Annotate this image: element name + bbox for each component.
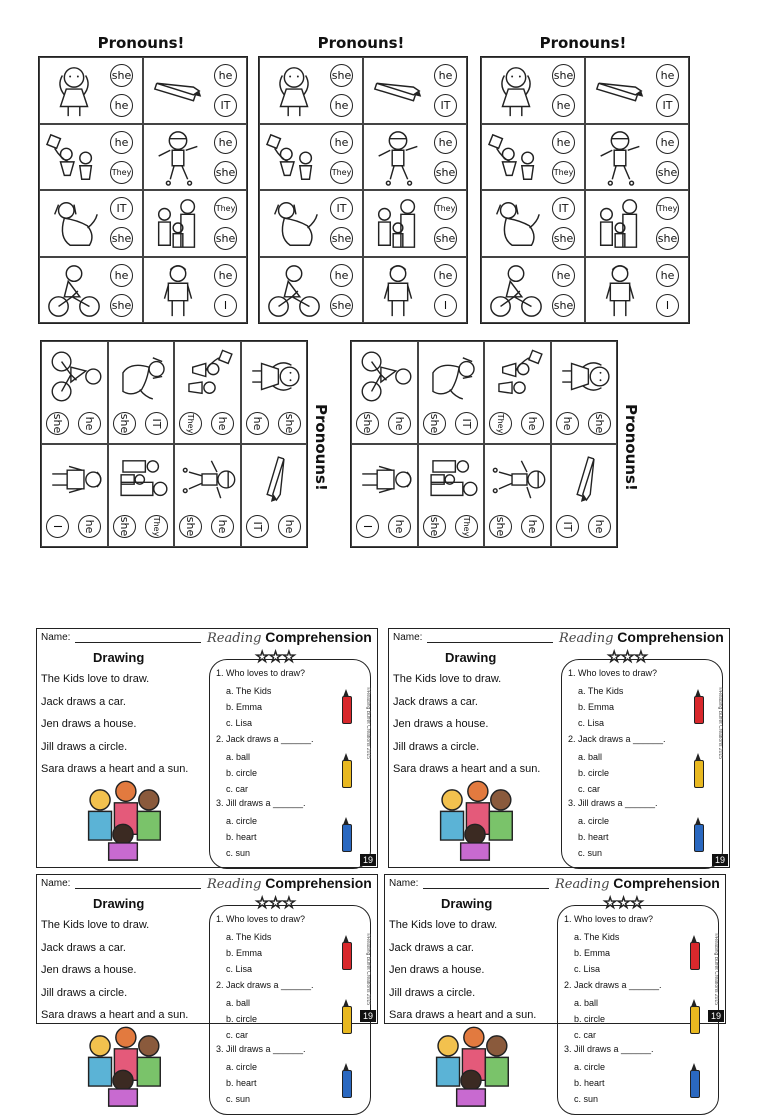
boy-icon xyxy=(368,262,428,320)
pronoun-choice[interactable]: he xyxy=(656,64,679,87)
card-header: Reading Comprehension xyxy=(555,875,720,892)
answer-option[interactable]: c. Lisa xyxy=(578,718,605,728)
kids-group-icon xyxy=(415,777,535,863)
crayon-icon xyxy=(342,942,352,970)
pronoun-choice[interactable]: she xyxy=(552,227,575,250)
answer-option[interactable]: b. heart xyxy=(226,1078,257,1088)
pronoun-choice[interactable]: he xyxy=(330,94,353,117)
pencil-icon xyxy=(368,62,428,120)
pencil-icon xyxy=(148,62,208,120)
story-line: Sara draws a heart and a sun. xyxy=(389,1009,537,1021)
pronoun-grid xyxy=(480,56,690,324)
kids-kite-icon xyxy=(486,129,546,187)
answer-option[interactable]: a. The Kids xyxy=(226,932,272,942)
pronoun-choice[interactable]: I xyxy=(434,294,457,317)
pronoun-grid xyxy=(38,56,248,324)
crayon-icon xyxy=(342,696,352,724)
answer-option[interactable]: c. car xyxy=(226,1030,249,1040)
pronoun-cell xyxy=(143,57,247,124)
pronoun-choice[interactable]: he xyxy=(434,131,457,154)
pronoun-cell xyxy=(418,341,485,444)
answer-option[interactable]: c. car xyxy=(226,784,249,794)
pronoun-cell xyxy=(363,190,467,257)
answer-option[interactable]: c. car xyxy=(574,1030,597,1040)
dog-icon xyxy=(264,195,324,253)
pronoun-cell xyxy=(351,444,418,547)
dog-icon xyxy=(44,195,104,253)
crayon-icon xyxy=(690,942,700,970)
pronoun-cell xyxy=(363,257,467,324)
reading-card xyxy=(384,874,726,1104)
pronoun-cell xyxy=(351,341,418,444)
pronoun-choice[interactable]: IT xyxy=(656,94,679,117)
girl-icon xyxy=(264,62,324,120)
pronoun-choice[interactable]: he xyxy=(388,412,411,435)
answer-option[interactable]: c. Lisa xyxy=(226,718,253,728)
name-label: Name: xyxy=(41,878,71,889)
pronoun-choice[interactable]: They xyxy=(434,197,457,220)
question-box xyxy=(209,905,371,1115)
pronoun-grid-rotated xyxy=(350,340,618,548)
pronoun-choice[interactable]: she xyxy=(110,64,133,87)
pronoun-choice[interactable]: she xyxy=(423,515,446,538)
boy-icon xyxy=(590,262,650,320)
pronoun-choice[interactable]: she xyxy=(423,412,446,435)
pronoun-choice[interactable]: IT xyxy=(214,94,237,117)
skater-boy-icon xyxy=(590,129,650,187)
pronoun-cell xyxy=(241,341,308,444)
girl-bike-icon xyxy=(264,262,324,320)
answer-option[interactable]: b. Emma xyxy=(578,702,615,712)
pronoun-choice[interactable]: he xyxy=(110,131,133,154)
story-line: Jack draws a car. xyxy=(41,695,126,708)
pronoun-choice[interactable]: IT xyxy=(145,412,168,435)
pronoun-choice[interactable]: he xyxy=(278,515,301,538)
pronoun-choice[interactable]: he xyxy=(521,412,544,435)
answer-option[interactable]: b. heart xyxy=(574,1078,605,1088)
crayon-icon xyxy=(694,824,704,852)
pronoun-choice[interactable]: she xyxy=(330,64,353,87)
copyright: ©Reading Buffet Creations 2015 xyxy=(365,933,371,1005)
crayon-icon xyxy=(690,1070,700,1098)
pronoun-choice[interactable]: he xyxy=(434,64,457,87)
crayon-icon xyxy=(342,1070,352,1098)
girl-bike-icon xyxy=(359,349,415,405)
answer-option[interactable]: c. sun xyxy=(574,1094,599,1104)
answer-option[interactable]: a. circle xyxy=(574,1062,606,1072)
crayon-icon xyxy=(342,1006,352,1034)
pencil-icon xyxy=(590,62,650,120)
pronoun-choice[interactable]: he xyxy=(246,412,269,435)
story-line: Jen draws a house. xyxy=(389,964,485,976)
crayon-icon xyxy=(342,824,352,852)
pronoun-choice[interactable]: They xyxy=(330,161,353,184)
pronoun-cell xyxy=(259,124,363,191)
kids-group-icon xyxy=(411,1023,531,1109)
pronoun-cell xyxy=(143,190,247,257)
pronoun-choice[interactable]: he xyxy=(552,131,575,154)
story-line: Sara draws a heart and a sun. xyxy=(41,763,189,775)
question: 3. Jill draws a ______. xyxy=(564,1044,654,1054)
name-label: Name: xyxy=(41,632,71,643)
pronoun-choice[interactable]: she xyxy=(214,161,237,184)
family-icon xyxy=(590,195,650,253)
pronoun-cell xyxy=(585,124,689,191)
kids-group-icon xyxy=(63,1023,183,1109)
pronoun-choice[interactable]: he xyxy=(211,412,234,435)
pronoun-cell xyxy=(481,124,585,191)
pronoun-choice[interactable]: she xyxy=(330,227,353,250)
pronoun-cell xyxy=(39,57,143,124)
pronoun-choice[interactable]: he xyxy=(521,515,544,538)
pronoun-choice[interactable]: she xyxy=(356,412,379,435)
girl-icon xyxy=(44,62,104,120)
pronoun-choice[interactable]: he xyxy=(214,264,237,287)
question: 1. Who loves to draw? xyxy=(216,914,306,924)
copyright: ©Reading Buffet Creations 2015 xyxy=(717,687,723,759)
pronoun-cell xyxy=(481,57,585,124)
pronoun-choice[interactable]: she xyxy=(552,64,575,87)
girl-icon xyxy=(486,62,546,120)
question-box xyxy=(557,905,719,1115)
story-line: Jack draws a car. xyxy=(41,941,126,954)
answer-option[interactable]: c. sun xyxy=(578,848,603,858)
answer-option[interactable]: a. circle xyxy=(578,816,610,826)
pronoun-cell xyxy=(108,341,175,444)
story-line: Sara draws a heart and a sun. xyxy=(393,763,541,775)
pronoun-cell xyxy=(39,124,143,191)
pronoun-choice[interactable]: I xyxy=(356,515,379,538)
pronoun-cell xyxy=(585,190,689,257)
answer-option[interactable]: a. circle xyxy=(226,1062,258,1072)
story-line: Jen draws a house. xyxy=(41,964,137,976)
boy-icon xyxy=(49,452,105,508)
answer-option[interactable]: a. ball xyxy=(578,752,603,762)
pronoun-choice[interactable]: he xyxy=(110,264,133,287)
answer-option[interactable]: a. The Kids xyxy=(574,932,620,942)
answer-option[interactable]: b. circle xyxy=(578,768,610,778)
answer-option[interactable]: a. circle xyxy=(226,816,258,826)
name-field[interactable] xyxy=(423,888,549,889)
answer-option[interactable]: c. car xyxy=(578,784,601,794)
question: 3. Jill draws a ______. xyxy=(216,798,306,808)
reading-card xyxy=(36,628,378,868)
pronoun-choice[interactable]: she xyxy=(434,161,457,184)
pronoun-cell xyxy=(551,444,618,547)
sheet-title: Pronouns! xyxy=(539,34,627,52)
kids-kite-icon xyxy=(182,349,238,405)
pronoun-choice[interactable]: he xyxy=(330,131,353,154)
pronoun-choice[interactable]: IT xyxy=(246,515,269,538)
story-title: Drawing xyxy=(441,896,493,911)
girl-bike-icon xyxy=(44,262,104,320)
answer-option[interactable]: b. heart xyxy=(578,832,609,842)
question: 2. Jack draws a ______. xyxy=(216,734,314,744)
question: 3. Jill draws a ______. xyxy=(568,798,658,808)
pronoun-cell xyxy=(259,57,363,124)
pronoun-choice[interactable]: she xyxy=(656,227,679,250)
story-line: Jill draws a circle. xyxy=(41,986,128,999)
answer-option[interactable]: c. Lisa xyxy=(226,964,253,974)
pronoun-choice[interactable]: They xyxy=(145,515,168,538)
pronoun-choice[interactable]: he xyxy=(552,264,575,287)
kids-group-icon xyxy=(63,777,183,863)
pronoun-choice[interactable]: he xyxy=(214,64,237,87)
question-box xyxy=(561,659,723,869)
pronoun-choice[interactable]: They xyxy=(214,197,237,220)
answer-option[interactable]: b. Emma xyxy=(574,948,611,958)
pronoun-choice[interactable]: she xyxy=(113,515,136,538)
pronoun-choice[interactable]: he xyxy=(330,264,353,287)
pronoun-choice[interactable]: she xyxy=(330,294,353,317)
girl-bike-icon xyxy=(49,349,105,405)
name-field[interactable] xyxy=(75,888,201,889)
pronoun-choice[interactable]: he xyxy=(588,515,611,538)
reading-card xyxy=(36,874,378,1104)
answer-option[interactable]: c. sun xyxy=(226,848,251,858)
page-number: 19 xyxy=(360,854,376,866)
answer-option[interactable]: c. sun xyxy=(226,1094,251,1104)
sheet-title: Pronouns! xyxy=(622,404,640,491)
pronoun-choice[interactable]: he xyxy=(388,515,411,538)
story-line: Jill draws a circle. xyxy=(393,740,480,753)
pronoun-choice[interactable]: she xyxy=(113,412,136,435)
pronoun-choice[interactable]: he xyxy=(78,412,101,435)
pronoun-choice[interactable]: he xyxy=(214,131,237,154)
girl-icon xyxy=(248,349,304,405)
sheet-title: Pronouns! xyxy=(312,404,330,491)
pronoun-cell xyxy=(585,57,689,124)
answer-option[interactable]: a. ball xyxy=(574,998,599,1008)
reading-card xyxy=(388,628,730,868)
answer-option[interactable]: b. Emma xyxy=(226,948,263,958)
story-line: Jack draws a car. xyxy=(393,695,478,708)
pronoun-choice[interactable]: he xyxy=(78,515,101,538)
stars-icon: ☆☆☆ xyxy=(603,895,644,912)
copyright: ©Reading Buffet Creations 2015 xyxy=(713,933,719,1005)
pronoun-cell xyxy=(41,444,108,547)
answer-option[interactable]: b. circle xyxy=(226,768,258,778)
story-title: Drawing xyxy=(445,650,497,665)
pronoun-choice[interactable]: I xyxy=(656,294,679,317)
pronoun-cell xyxy=(551,341,618,444)
name-field[interactable] xyxy=(427,642,553,643)
girl-bike-icon xyxy=(486,262,546,320)
pronoun-choice[interactable]: They xyxy=(179,412,202,435)
story-line: The Kids love to draw. xyxy=(41,673,150,685)
stars-icon: ☆☆☆ xyxy=(255,895,296,912)
pronoun-cell xyxy=(241,444,308,547)
pencil-icon xyxy=(558,452,614,508)
stars-icon: ☆☆☆ xyxy=(607,649,648,666)
dog-icon xyxy=(486,195,546,253)
skater-boy-icon xyxy=(368,129,428,187)
pronoun-choice[interactable]: she xyxy=(179,515,202,538)
question: 1. Who loves to draw? xyxy=(568,668,658,678)
pronoun-cell xyxy=(481,257,585,324)
pronoun-choice[interactable]: he xyxy=(656,264,679,287)
story-line: Jill draws a circle. xyxy=(41,740,128,753)
stars-icon: ☆☆☆ xyxy=(255,649,296,666)
question: 3. Jill draws a ______. xyxy=(216,1044,306,1054)
family-icon xyxy=(115,452,171,508)
boy-icon xyxy=(359,452,415,508)
pronoun-choice[interactable]: IT xyxy=(455,412,478,435)
pronoun-choice[interactable]: he xyxy=(434,264,457,287)
pronoun-choice[interactable]: he xyxy=(552,94,575,117)
pronoun-choice[interactable]: They xyxy=(552,161,575,184)
family-icon xyxy=(368,195,428,253)
pronoun-choice[interactable]: she xyxy=(214,227,237,250)
answer-option[interactable]: a. The Kids xyxy=(578,686,624,696)
sheet-title: Pronouns! xyxy=(317,34,405,52)
pronoun-choice[interactable]: she xyxy=(588,412,611,435)
pronoun-choice[interactable]: IT xyxy=(434,94,457,117)
family-icon xyxy=(148,195,208,253)
family-icon xyxy=(425,452,481,508)
question: 2. Jack draws a ______. xyxy=(564,980,662,990)
pronoun-grid xyxy=(258,56,468,324)
skater-boy-icon xyxy=(148,129,208,187)
question-box xyxy=(209,659,371,869)
pronoun-choice[interactable]: he xyxy=(556,412,579,435)
pronoun-choice[interactable]: I xyxy=(46,515,69,538)
kids-kite-icon xyxy=(492,349,548,405)
copyright: ©Reading Buffet Creations 2015 xyxy=(365,687,371,759)
pencil-icon xyxy=(248,452,304,508)
pronoun-choice[interactable]: she xyxy=(278,412,301,435)
pronoun-choice[interactable]: she xyxy=(552,294,575,317)
answer-option[interactable]: b. heart xyxy=(226,832,257,842)
pronoun-cell xyxy=(39,257,143,324)
pronoun-cell xyxy=(174,341,241,444)
pronoun-choice[interactable]: she xyxy=(656,161,679,184)
card-header: Reading Comprehension xyxy=(207,875,372,892)
name-field[interactable] xyxy=(75,642,201,643)
pronoun-choice[interactable]: she xyxy=(110,227,133,250)
pronoun-choice[interactable]: he xyxy=(110,94,133,117)
pronoun-cell xyxy=(174,444,241,547)
pronoun-choice[interactable]: he xyxy=(211,515,234,538)
story-line: Jill draws a circle. xyxy=(389,986,476,999)
answer-option[interactable]: a. ball xyxy=(226,752,251,762)
pronoun-cell xyxy=(585,257,689,324)
story-line: Jen draws a house. xyxy=(393,718,489,730)
pronoun-choice[interactable]: They xyxy=(489,412,512,435)
pronoun-cell xyxy=(259,190,363,257)
pronoun-choice[interactable]: I xyxy=(214,294,237,317)
story-title: Drawing xyxy=(93,896,145,911)
pronoun-choice[interactable]: IT xyxy=(330,197,353,220)
pronoun-cell xyxy=(481,190,585,257)
answer-option[interactable]: b. circle xyxy=(574,1014,606,1024)
sheet-title: Pronouns! xyxy=(97,34,185,52)
pronoun-cell xyxy=(143,124,247,191)
pronoun-choice[interactable]: she xyxy=(489,515,512,538)
story-line: The Kids love to draw. xyxy=(389,919,498,931)
girl-icon xyxy=(558,349,614,405)
crayon-icon xyxy=(690,1006,700,1034)
question: 1. Who loves to draw? xyxy=(564,914,654,924)
skater-boy-icon xyxy=(182,452,238,508)
pronoun-choice[interactable]: she xyxy=(434,227,457,250)
answer-option[interactable]: b. circle xyxy=(226,1014,258,1024)
dog-icon xyxy=(425,349,481,405)
crayon-icon xyxy=(694,760,704,788)
card-header: Reading Comprehension xyxy=(559,629,724,646)
answer-option[interactable]: b. Emma xyxy=(226,702,263,712)
pronoun-cell xyxy=(363,57,467,124)
question: 1. Who loves to draw? xyxy=(216,668,306,678)
story-line: Sara draws a heart and a sun. xyxy=(41,1009,189,1021)
pronoun-choice[interactable]: IT xyxy=(110,197,133,220)
name-label: Name: xyxy=(393,632,423,643)
pronoun-choice[interactable]: he xyxy=(656,131,679,154)
skater-boy-icon xyxy=(492,452,548,508)
boy-icon xyxy=(148,262,208,320)
crayon-icon xyxy=(342,760,352,788)
card-header: Reading Comprehension xyxy=(207,629,372,646)
question: 2. Jack draws a ______. xyxy=(568,734,666,744)
answer-option[interactable]: a. ball xyxy=(226,998,251,1008)
story-line: The Kids love to draw. xyxy=(41,919,150,931)
name-label: Name: xyxy=(389,878,419,889)
pronoun-cell xyxy=(418,444,485,547)
kids-kite-icon xyxy=(44,129,104,187)
pronoun-choice[interactable]: she xyxy=(110,294,133,317)
page-number: 19 xyxy=(708,1010,724,1022)
pronoun-choice[interactable]: IT xyxy=(552,197,575,220)
kids-kite-icon xyxy=(264,129,324,187)
pronoun-cell xyxy=(143,257,247,324)
pronoun-choice[interactable]: she xyxy=(46,412,69,435)
pronoun-cell xyxy=(363,124,467,191)
pronoun-cell xyxy=(259,257,363,324)
story-line: Jen draws a house. xyxy=(41,718,137,730)
pronoun-choice[interactable]: They xyxy=(656,197,679,220)
answer-option[interactable]: c. Lisa xyxy=(574,964,601,974)
pronoun-cell xyxy=(484,444,551,547)
story-line: Jack draws a car. xyxy=(389,941,474,954)
page-number: 19 xyxy=(360,1010,376,1022)
pronoun-cell xyxy=(108,444,175,547)
pronoun-choice[interactable]: They xyxy=(110,161,133,184)
page-number: 19 xyxy=(712,854,728,866)
question: 2. Jack draws a ______. xyxy=(216,980,314,990)
pronoun-choice[interactable]: IT xyxy=(556,515,579,538)
story-title: Drawing xyxy=(93,650,145,665)
story-line: The Kids love to draw. xyxy=(393,673,502,685)
pronoun-choice[interactable]: They xyxy=(455,515,478,538)
pronoun-cell xyxy=(39,190,143,257)
pronoun-cell xyxy=(41,341,108,444)
answer-option[interactable]: a. The Kids xyxy=(226,686,272,696)
crayon-icon xyxy=(694,696,704,724)
dog-icon xyxy=(115,349,171,405)
pronoun-cell xyxy=(484,341,551,444)
pronoun-grid-rotated xyxy=(40,340,308,548)
